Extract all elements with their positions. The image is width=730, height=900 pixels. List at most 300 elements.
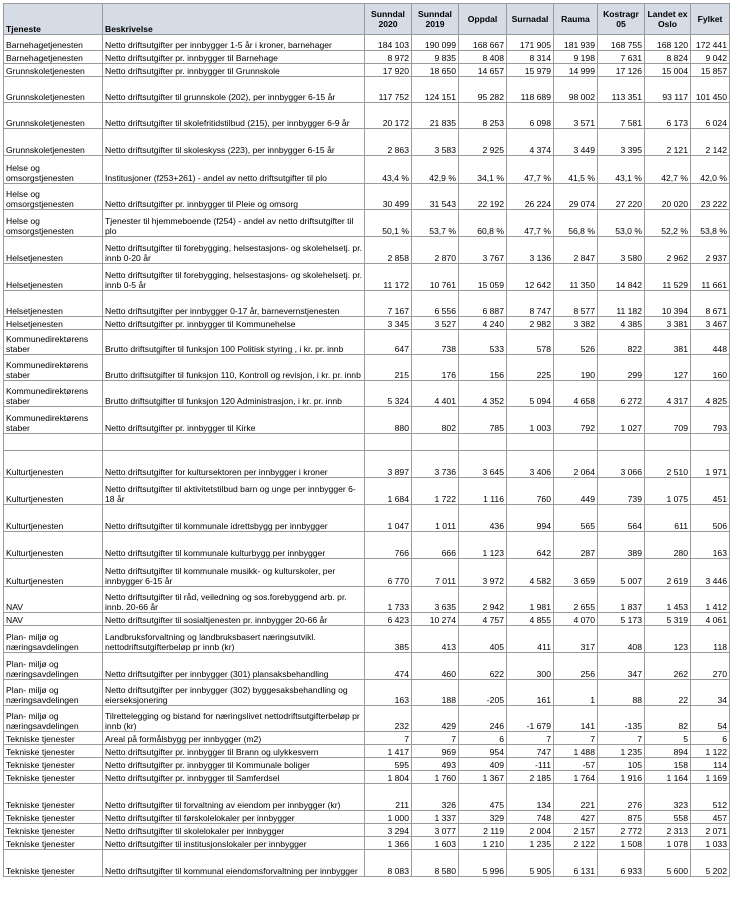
table-row (4, 587, 730, 613)
cell-value: 101 450 (691, 77, 730, 103)
cell-value: 7 (365, 732, 412, 745)
cell-value: 18 650 (412, 64, 459, 77)
cell-value: 15 004 (645, 64, 691, 77)
cell-beskrivelse: Netto driftsutgifter til grunnskole (202), per innbygger 6-15 år (103, 77, 365, 103)
cell-value: 3 583 (412, 129, 459, 156)
table-row (4, 784, 730, 811)
cell-tjeneste: Helse og omsorgstjenesten (4, 184, 103, 210)
cell-value: 53,7 % (412, 210, 459, 237)
cell-value: 47,7 % (507, 210, 554, 237)
cell-value: 42,9 % (412, 156, 459, 184)
cell-value: 26 224 (507, 184, 554, 210)
cell-value: 2 870 (412, 237, 459, 264)
column-header-oppdal: Oppdal (459, 4, 507, 35)
cell-value: 802 (412, 407, 459, 434)
cell-value: 7 (507, 732, 554, 745)
cell-value (412, 434, 459, 451)
cell-value: 4 317 (645, 381, 691, 407)
cell-value: 3 446 (691, 559, 730, 587)
cell-tjeneste: Kulturtjenesten (4, 505, 103, 532)
cell-value: 3 345 (365, 317, 412, 330)
cell-value: 12 642 (507, 264, 554, 291)
cell-tjeneste: Helsetjenesten (4, 264, 103, 291)
cell-value: -57 (554, 758, 598, 771)
cell-value: 1 116 (459, 478, 507, 505)
cell-value: 168 667 (459, 35, 507, 51)
cell-tjeneste: Helsetjenesten (4, 291, 103, 317)
cell-value: 184 103 (365, 35, 412, 51)
cell-value: 14 842 (598, 264, 645, 291)
cell-value: 405 (459, 626, 507, 653)
cell-value: 3 406 (507, 451, 554, 478)
cell-value: 47,7 % (507, 156, 554, 184)
cell-value: 1 122 (691, 745, 730, 758)
cell-value: 8 083 (365, 850, 412, 877)
cell-value: 2 858 (365, 237, 412, 264)
cell-value: 232 (365, 706, 412, 732)
cell-value: 411 (507, 626, 554, 653)
cell-beskrivelse: Netto driftsutgifter til forebygging, helsestasjons- og skolehelsetj. pr. innb 0-5 år (103, 264, 365, 291)
cell-value: 4 401 (412, 381, 459, 407)
cell-value: 4 374 (507, 129, 554, 156)
cell-value: 5 007 (598, 559, 645, 587)
cell-beskrivelse: Netto driftsutgifter til sosialtjenesten pr. innbygger 20-66 år (103, 613, 365, 626)
cell-value: 326 (412, 784, 459, 811)
cell-value: 34 (691, 680, 730, 706)
cell-value: 168 120 (645, 35, 691, 51)
cell-value: 22 (645, 680, 691, 706)
cell-value: 558 (645, 811, 691, 824)
cell-value: -1 679 (507, 706, 554, 732)
cell-value: 123 (645, 626, 691, 653)
cell-value: 4 825 (691, 381, 730, 407)
table-row (4, 613, 730, 626)
cell-value: 4 352 (459, 381, 507, 407)
cell-tjeneste: Tekniske tjenester (4, 758, 103, 771)
table-row (4, 745, 730, 758)
cell-value: 163 (691, 532, 730, 559)
cell-value: 300 (507, 653, 554, 680)
table-row (4, 732, 730, 745)
table-row (4, 210, 730, 237)
table-row (4, 407, 730, 434)
cell-value: 6 770 (365, 559, 412, 587)
cell-value: 3 527 (412, 317, 459, 330)
cell-value: 1 000 (365, 811, 412, 824)
cell-beskrivelse: Netto driftsutgifter per innbygger (301) plansaksbehandling (103, 653, 365, 680)
cell-value: 1 684 (365, 478, 412, 505)
cell-value: 8 314 (507, 51, 554, 64)
cell-value: 53,0 % (598, 210, 645, 237)
cell-value: 11 350 (554, 264, 598, 291)
cell-beskrivelse: Netto driftsutgifter pr. innbygger til Kirke (103, 407, 365, 434)
cell-value: 1 235 (598, 745, 645, 758)
cell-value: 1 075 (645, 478, 691, 505)
cell-value: 6 024 (691, 103, 730, 129)
cell-value: 448 (691, 330, 730, 355)
cell-value: 457 (691, 811, 730, 824)
cell-value: 160 (691, 355, 730, 381)
cell-value: 2 185 (507, 771, 554, 784)
cell-value: 408 (598, 626, 645, 653)
cell-value: 6 556 (412, 291, 459, 317)
cell-value: 17 126 (598, 64, 645, 77)
table-row (4, 559, 730, 587)
cell-value: 181 939 (554, 35, 598, 51)
cell-value: 7 631 (598, 51, 645, 64)
cell-value: 385 (365, 626, 412, 653)
cell-value: 1 412 (691, 587, 730, 613)
cell-value: 95 282 (459, 77, 507, 103)
cell-value: 2 004 (507, 824, 554, 837)
cell-beskrivelse: Netto driftsutgifter per innbygger (302) byggesaksbehandling og eierseksjonering (103, 680, 365, 706)
cell-value: 2 863 (365, 129, 412, 156)
cell-value: 611 (645, 505, 691, 532)
cell-value: 225 (507, 355, 554, 381)
cell-value: 4 757 (459, 613, 507, 626)
cell-value: 60,8 % (459, 210, 507, 237)
cell-beskrivelse: Netto driftsutgifter til institusjonslokaler per innbygger (103, 837, 365, 850)
cell-value: 3 767 (459, 237, 507, 264)
cell-value: 475 (459, 784, 507, 811)
cell-value: 413 (412, 626, 459, 653)
cell-value: 1 760 (412, 771, 459, 784)
cell-value: 156 (459, 355, 507, 381)
cell-tjeneste (4, 434, 103, 451)
cell-value: 8 671 (691, 291, 730, 317)
table-row (4, 771, 730, 784)
table-row (4, 317, 730, 330)
cell-tjeneste: Grunnskoletjenesten (4, 129, 103, 156)
cell-value: 280 (645, 532, 691, 559)
table-row (4, 837, 730, 850)
cell-value: 6 887 (459, 291, 507, 317)
cell-value: 7 (598, 732, 645, 745)
table-row (4, 77, 730, 103)
cell-value: 2 942 (459, 587, 507, 613)
cell-value: 5 094 (507, 381, 554, 407)
cell-value: 3 635 (412, 587, 459, 613)
cell-value: 30 499 (365, 184, 412, 210)
cell-value: 748 (507, 811, 554, 824)
cell-value: 23 222 (691, 184, 730, 210)
cell-value: 2 510 (645, 451, 691, 478)
table-row (4, 626, 730, 653)
table-row (4, 811, 730, 824)
column-header-sunndal-2020: Sunndal 2020 (365, 4, 412, 35)
cell-value: 118 689 (507, 77, 554, 103)
cell-tjeneste: Kulturtjenesten (4, 559, 103, 587)
cell-beskrivelse: Netto driftsutgifter til kommunale idrettsbygg per innbygger (103, 505, 365, 532)
cell-value: 760 (507, 478, 554, 505)
cell-beskrivelse: Netto driftsutgifter pr. innbygger til Grunnskole (103, 64, 365, 77)
table-row (4, 35, 730, 51)
cell-value: 1 837 (598, 587, 645, 613)
cell-value: 5 996 (459, 850, 507, 877)
cell-value: 1 453 (645, 587, 691, 613)
cell-value: 1 488 (554, 745, 598, 758)
cell-value: 2 655 (554, 587, 598, 613)
cell-value: 5 324 (365, 381, 412, 407)
cell-value: 10 761 (412, 264, 459, 291)
cell-value: -135 (598, 706, 645, 732)
cell-value: 323 (645, 784, 691, 811)
cell-value: 1 027 (598, 407, 645, 434)
column-header-surnadal: Surnadal (507, 4, 554, 35)
cell-value: 1 235 (507, 837, 554, 850)
cell-value: 215 (365, 355, 412, 381)
cell-value: 875 (598, 811, 645, 824)
cell-value: 666 (412, 532, 459, 559)
cell-value: 3 381 (645, 317, 691, 330)
cell-value: 8 580 (412, 850, 459, 877)
cell-tjeneste: Tekniske tjenester (4, 824, 103, 837)
cell-value: 42,0 % (691, 156, 730, 184)
table-row (4, 451, 730, 478)
cell-value: 451 (691, 478, 730, 505)
table-row (4, 653, 730, 680)
cell-value: 894 (645, 745, 691, 758)
cell-value: 2 121 (645, 129, 691, 156)
cell-tjeneste: NAV (4, 613, 103, 626)
cell-tjeneste: Tekniske tjenester (4, 745, 103, 758)
cell-value: 3 972 (459, 559, 507, 587)
cell-value: 595 (365, 758, 412, 771)
cell-tjeneste: Grunnskoletjenesten (4, 103, 103, 129)
cell-value: 14 657 (459, 64, 507, 77)
cell-value: 134 (507, 784, 554, 811)
cell-value: 299 (598, 355, 645, 381)
cell-value: 287 (554, 532, 598, 559)
cell-tjeneste: Tekniske tjenester (4, 837, 103, 850)
cell-value: 1 367 (459, 771, 507, 784)
cell-value: 381 (645, 330, 691, 355)
cell-value: 6 098 (507, 103, 554, 129)
cell-value: 11 661 (691, 264, 730, 291)
cell-value: 6 272 (598, 381, 645, 407)
cell-value: 1 011 (412, 505, 459, 532)
cell-beskrivelse: Netto driftsutgifter pr. innbygger til Kommunehelse (103, 317, 365, 330)
cell-value: 429 (412, 706, 459, 732)
table-row (4, 103, 730, 129)
cell-value: 9 198 (554, 51, 598, 64)
table-row (4, 434, 730, 451)
cell-value: 1 603 (412, 837, 459, 850)
cell-value: 188 (412, 680, 459, 706)
cell-value: 20 020 (645, 184, 691, 210)
cell-value: 256 (554, 653, 598, 680)
cell-value: 262 (645, 653, 691, 680)
cell-value: 161 (507, 680, 554, 706)
cell-beskrivelse: Netto driftsutgifter pr. innbygger til Pleie og omsorg (103, 184, 365, 210)
cell-value: 709 (645, 407, 691, 434)
cell-value: 4 061 (691, 613, 730, 626)
cell-beskrivelse: Netto driftsutgifter pr. innbygger til Barnehage (103, 51, 365, 64)
cell-value: 2 982 (507, 317, 554, 330)
cell-beskrivelse: Brutto driftsutgifter til funksjon 120 Administrasjon, i kr. pr. innb (103, 381, 365, 407)
cell-value: 6 423 (365, 613, 412, 626)
cell-value: 9 042 (691, 51, 730, 64)
cell-value: 9 835 (412, 51, 459, 64)
cell-value: -205 (459, 680, 507, 706)
column-header-tjeneste: Tjeneste (4, 4, 103, 35)
cell-value: 54 (691, 706, 730, 732)
cell-value: 1 078 (645, 837, 691, 850)
cell-value: 347 (598, 653, 645, 680)
cell-value: 3 449 (554, 129, 598, 156)
cell-value: 2 937 (691, 237, 730, 264)
cell-value: 2 071 (691, 824, 730, 837)
cell-value: 7 011 (412, 559, 459, 587)
cell-value: 3 736 (412, 451, 459, 478)
cell-beskrivelse: Tilrettelegging og bistand for næringslivet nettodriftsutgifterbeløp pr innb (kr) (103, 706, 365, 732)
cell-beskrivelse: Netto driftsutgifter pr. innbygger til Samferdsel (103, 771, 365, 784)
cell-value: 98 002 (554, 77, 598, 103)
cell-beskrivelse: Brutto driftsutgifter til funksjon 110, Kontroll og revisjon, i kr. pr. innb (103, 355, 365, 381)
column-header-sunndal-2019: Sunndal 2019 (412, 4, 459, 35)
cell-value: 3 395 (598, 129, 645, 156)
table-row (4, 64, 730, 77)
cell-value: 8 747 (507, 291, 554, 317)
cell-value: 124 151 (412, 77, 459, 103)
cell-value (459, 434, 507, 451)
cell-value: 88 (598, 680, 645, 706)
cell-value: 270 (691, 653, 730, 680)
cell-value: 2 925 (459, 129, 507, 156)
cell-value: 29 074 (554, 184, 598, 210)
table-row (4, 355, 730, 381)
cell-value: 5 173 (598, 613, 645, 626)
cell-beskrivelse: Netto driftsutgifter til råd, veiledning og sos.forebyggend arb. pr. innb. 20-66 år (103, 587, 365, 613)
cell-value: 389 (598, 532, 645, 559)
cell-value: 11 182 (598, 291, 645, 317)
cell-beskrivelse: Netto driftsutgifter til førskolelokaler per innbygger (103, 811, 365, 824)
table-row (4, 505, 730, 532)
cell-value: 163 (365, 680, 412, 706)
cell-value: 3 897 (365, 451, 412, 478)
cell-value: 2 157 (554, 824, 598, 837)
cell-value: 158 (645, 758, 691, 771)
cell-value (598, 434, 645, 451)
cell-beskrivelse: Netto driftsutgifter per innbygger 1-5 år i kroner, barnehager (103, 35, 365, 51)
cell-value: 56,8 % (554, 210, 598, 237)
cell-value: 460 (412, 653, 459, 680)
cell-value: 3 467 (691, 317, 730, 330)
cell-tjeneste: Tekniske tjenester (4, 811, 103, 824)
cell-value: 578 (507, 330, 554, 355)
cell-beskrivelse: Brutto driftsutgifter til funksjon 100 Politisk styring , i kr. pr. innb (103, 330, 365, 355)
cell-value: 172 441 (691, 35, 730, 51)
cell-value: 5 202 (691, 850, 730, 877)
cell-value: 190 099 (412, 35, 459, 51)
cell-value: 20 172 (365, 103, 412, 129)
header-row (4, 4, 730, 35)
cell-value: 7 (412, 732, 459, 745)
cell-value: 3 580 (598, 237, 645, 264)
cell-value: 21 835 (412, 103, 459, 129)
cell-value: 409 (459, 758, 507, 771)
cell-tjeneste: Grunnskoletjenesten (4, 64, 103, 77)
cell-value: 11 172 (365, 264, 412, 291)
table-row (4, 706, 730, 732)
cell-value: 1 508 (598, 837, 645, 850)
cell-value: 2 619 (645, 559, 691, 587)
table-body (4, 35, 730, 877)
cell-value: 3 382 (554, 317, 598, 330)
cell-value (554, 434, 598, 451)
cell-value: 565 (554, 505, 598, 532)
cell-value: 118 (691, 626, 730, 653)
cell-beskrivelse: Landbruksforvaltning og landbruksbasert næringsutvikl. nettodriftsutgifterbeløp pr innb (kr) (103, 626, 365, 653)
cell-value: 329 (459, 811, 507, 824)
cell-value: 1 764 (554, 771, 598, 784)
cell-value: 739 (598, 478, 645, 505)
cell-value: 2 142 (691, 129, 730, 156)
cell-value: 1 210 (459, 837, 507, 850)
cell-value: 880 (365, 407, 412, 434)
cell-value: 474 (365, 653, 412, 680)
cell-tjeneste: Barnehagetjenesten (4, 51, 103, 64)
column-header-beskrivelse: Beskrivelse (103, 4, 365, 35)
table-row (4, 156, 730, 184)
cell-value: 738 (412, 330, 459, 355)
cell-value: 1 722 (412, 478, 459, 505)
cell-beskrivelse: Netto driftsutgifter til kommunal eiendomsforvaltning per innbygger (103, 850, 365, 877)
cell-value: 4 070 (554, 613, 598, 626)
cell-value: 1 164 (645, 771, 691, 784)
cell-beskrivelse: Areal på formålsbygg per innbygger (m2) (103, 732, 365, 745)
cell-value: 2 847 (554, 237, 598, 264)
cell-value: 8 408 (459, 51, 507, 64)
cell-tjeneste: Helse og omsorgstjenesten (4, 210, 103, 237)
column-header-kostragr-05: Kostragr 05 (598, 4, 645, 35)
cell-value: 526 (554, 330, 598, 355)
cell-value: 622 (459, 653, 507, 680)
cell-value: 533 (459, 330, 507, 355)
cell-value: 276 (598, 784, 645, 811)
cell-tjeneste: Kulturtjenesten (4, 451, 103, 478)
cell-value: 43,1 % (598, 156, 645, 184)
cell-value: 15 979 (507, 64, 554, 77)
cell-value: 190 (554, 355, 598, 381)
cell-value: 427 (554, 811, 598, 824)
cell-value (365, 434, 412, 451)
cell-beskrivelse: Netto driftsutgifter til kommunale kulturbygg per innbygger (103, 532, 365, 559)
cell-tjeneste: Helsetjenesten (4, 237, 103, 264)
table-row (4, 758, 730, 771)
cell-tjeneste: Kommunedirektørens staber (4, 381, 103, 407)
cell-value: 1 971 (691, 451, 730, 478)
column-header-landet-ex-oslo: Landet ex Oslo (645, 4, 691, 35)
cell-value: 113 351 (598, 77, 645, 103)
cell-value: 2 313 (645, 824, 691, 837)
cell-value: 1 033 (691, 837, 730, 850)
cell-value: 93 117 (645, 77, 691, 103)
cell-value: 3 066 (598, 451, 645, 478)
cell-value: 1 733 (365, 587, 412, 613)
cell-value: 7 581 (598, 103, 645, 129)
cell-value: 994 (507, 505, 554, 532)
cell-value: 969 (412, 745, 459, 758)
cell-value: 6 131 (554, 850, 598, 877)
cell-value: 211 (365, 784, 412, 811)
cell-tjeneste: Plan- miljø og næringsavdelingen (4, 626, 103, 653)
cell-value: 1 169 (691, 771, 730, 784)
cell-value: 2 772 (598, 824, 645, 837)
cell-value: 1 981 (507, 587, 554, 613)
cell-value: 1 804 (365, 771, 412, 784)
cell-value: 3 294 (365, 824, 412, 837)
